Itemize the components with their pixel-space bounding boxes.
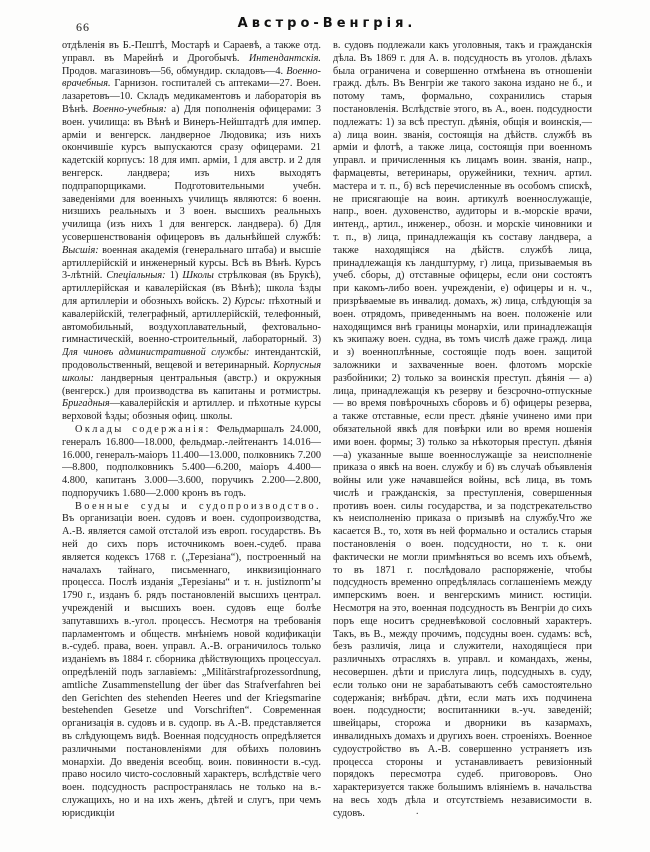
text-run: стрѣлковая (въ Брукѣ), артиллерійская и кавалерійская (въ Вѣнѣ); школа ѣзды для артиллеріи и обозныхъ войскъ. 2) [62,270,321,307]
text-run: военная академія (генеральнаго штаба) и высшіе артиллерійскій и инженерный курсы. Всѣ въ Вѣнѣ. Курсъ 3-лѣтній. [62,244,321,282]
text-run: Гарнизон. госпиталей съ аптеками—27. Воен. лазаретовъ—10. Складъ медикаментовъ и лабораторія въ Вѣнѣ. [62,78,321,115]
spaced-heading: Оклады содержанія: [75,423,211,435]
text-run: в. судовъ подлежали какъ уголовныя, такъ и гражданскія дѣла. Въ 1869 г. для А. в. подсудность въ уголов. дѣлахъ была ограничена и совершенно отмѣнена въ отношеніи гражд. дѣлъ. Въ Венгріи же такого закона издано не б., и потому тамъ, формально, сохранились старыя постановленія. Вслѣдствіе этого, въ А., воен. подсудности подлежатъ: 1) за всѣ преступ. дѣянія, общія и воинскія,—а) лица воин. званія, состоящія на дѣйств. службѣ въ арміи и флотѣ, а также лица, состоящія при военномъ управл. и причисленныя къ лицамъ воин. званія, напр., фармацевты, ветеринары, оружейники, технич. артил. мастера и т. п., б) всѣ перечисленные въ особомъ спискѣ, не присягающіе на воин. артикулѣ военнослужащіе, напр., воен. духовенство, аудиторы и в.-морскіе врачи, интенд., артил., инженер., обозн. и морскіе чиновники и т. п., в) лица, принадлежащія къ составу ландвера, а также находящіяся на дѣйств. службѣ лица, принадлежащія къ ландштурму, г) лица, призываемыя въ учеб. сборы, д) отставные офицеры, если они состоятъ при какомъ-либо воен. учрежденіи, е) офицеры и н. ч., призрѣваемые въ инвалид. домахъ, ж) лица, слѣдующія за воен. отрядомъ, приведеннымъ на воен. положеніе или находящимся внѣ границы монархіи, или принадлежащія къ экипажу воен. судна, въ томъ числѣ даже гражд. лица и з) военноплѣнные, состоящіе подъ воен. защитой заложники и захваченные воен. флотомъ морскіе разбойники; 2) только за воинскія преступ. дѣянія — а) лица, принадлежащія къ резерву и безсрочно-отпускные — во время повѣрочныхъ сборовъ и б) офицеры резерва, а также отставные, если прест. дѣяніе учинено ими при обязательной явкѣ для повѣрки или во время ношенія ими воен. формы; 3) только за нѣкоторыя преступ. дѣянія—а) указанные выше военнослужащіе за неисполненіе приказа о явкѣ на воен. службу и б) въ случаѣ объявленія войны или уже начавшейся войны, всѣ лица, въ томъ числѣ и гражданскія, за преступленія, совершенныя противъ воен. силы государства, и за подстрекательство къ неисполненію приказа о призывѣ на службу.Что же касается В., то, хотя въ ней формально и остались старыя постановленія о воен. подсудности, но т. к. они фактически не могли примѣняться во всемъ ихъ объемѣ, то въ 1871 г. послѣдовало распоряженіе, чтобы подсудность временно опредѣлялась соглашеніемъ между имперскимъ воен. и венгерскимъ минист. юстиціи. Несмотря на это, военная подсудность въ Венгріи до сихъ поръ еще носитъ средневѣковой сословный характеръ. Такъ, въ В., между прочимъ, подсудны воен. судамъ: всѣ, безъ различія, лица и служители, находящіеся при различныхъ отрасляхъ в. управл. и командахъ, жены, несовершен. дѣти и прислуга лицъ, подсудныхъ в. суду, если только они не зарабатываютъ себѣ самостоятельно содержанія; внѣбрач. дѣти, если мать ихъ подчинена воен. подсудности; воспитанники в.-уч. заведеній; швейцары, сторожа и дворники въ казармахъ, инвалидныхъ домахъ и другихъ воен. строеніяхъ. Военное судоустройство въ А.-В. совершенно устраняетъ изъ процесса стороны и устанавливаетъ ревизіонный порядокъ пересмотра судеб. приговоровъ. Оно характеризуется также большимъ вліяніемъ в. начальства на весь ходъ дѣла и отсутствіемъ независимости в. судовъ. [333,40,592,819]
paragraph [62,40,321,424]
text-columns [62,40,592,822]
italic-term: Военно-учебныя: [92,103,167,115]
text-run: 1) [165,270,183,282]
italic-term: Интендантскія. [248,52,321,64]
page-title: Австро-Венгрія. [237,16,417,31]
paragraph [333,40,592,821]
italic-term: Бригадныя [62,398,110,410]
spaced-heading: Военные суды и судопроизводство. [75,500,321,512]
right-column [333,40,592,822]
italic-term: Школы [182,270,214,282]
footer-mark: . [416,806,419,817]
text-run: ландверныя центральныя (австр.) и окружныя (венгерск.) для производства въ капитаны и ротмистры. [62,372,321,397]
paragraph [62,501,321,821]
text-run: Фельдмаршалъ 24.000, генералъ 16.800—18.000, фельдмар.-лейтенантъ 14.016—16.000, генералъ-маіоръ 11.400—13.000, полковникъ 7.200—8.800, подполковникъ 5.400—6.200, маіоръ 4.400—4.800, капитанъ 3.000—3.600, поручикъ 2.200—2.800, подпоручикъ 1.680—2.000 кронъ въ годъ. [62,423,321,499]
text-run: отдѣленія въ Б.-Пештѣ, Мостарѣ и Сараевѣ, а также отд. управл. въ Марейнѣ и Дрогобычѣ. [62,40,321,64]
text-run: Въ организаціи воен. судовъ и воен. судопроизводства, А.-В. является самой отсталой изъ европ. государствъ. Въ ней до сихъ поръ источникомъ воен.-судеб. права является кодексъ 1768 г. („Терезіана“), построенный на началахъ тайнаго, письменнаго, инквизиціоннаго процесса. Послѣ изданія „Терезіаны“ и т. н. justiznorm’ы 1790 г., изданъ б. рядъ постановленій высшихъ централ. учрежденій и высшихъ воен. судовъ еще болѣе запутавшихъ в.-угол. процессъ. Несмотря на требованія парламентомъ и обществ. мнѣніемъ новой кодификаціи в.-судеб. права, воен. управл. А.-В. ограничилось только изданіемъ въ 1884 г. сборника дѣйствующихъ процессуал. опредѣленій подъ заглавіемъ: „Militärstrafprozessordnung, amtliche Zusammenstellung der über das Strafverfahren bei den Gerichten des stehenden Heeres und der Kriegsmarine bestehenden Gesetze und Vorschriften“. Современная организація в. судовъ и в. судопр. въ А.-В. представляется въ слѣдующемъ видѣ. Военная подсудность опредѣляется различными постановленіями для обѣихъ половинъ монархіи. До введенія всеобщ. воин. повинности в.-суд. право носило чисто-сословный характеръ, вслѣдствіе чего воен. подсудность распространялась не только на в.-служащихъ, но и на ихъ женъ, дѣтей и слугъ, при чемъ юрисдикціи [62,513,321,819]
page-number: 66 [76,20,90,34]
paragraph [62,424,321,501]
italic-term: Спеціальныя: [106,270,166,282]
text-run: пѣхотный и кавалерійскій, телеграфный, артиллерійскій, телефонный, автомобильный, воздухоплавательный, фехтовально-гимнастическій, военно-строительный, лабораторный. 3) [62,295,321,346]
italic-term: Высшія: [62,244,99,256]
text-run: —кавалерійскія и артиллер. и пѣхотные курсы верховой ѣзды; обозныя офиц. школы. [62,398,321,423]
left-column [62,40,321,822]
page-header [62,16,592,38]
italic-term: Для чиновъ административной службы: [62,347,250,359]
text-run: интендантскій, продовольственный, вещевой и ветеринарный. [62,347,321,371]
italic-term: Корпусныя школы: [62,359,321,384]
italic-term: Курсы: [234,295,266,307]
text-run: а) Для пополненія офицерами: 3 воен. училища: въ Вѣнѣ и Винеръ-Нейштадтѣ для импер. арміи и венгерск. ландверное Людовика; изъ нихъ окончившіе курсъ выпускаются сразу офицерами. 21 кадетскій корпусъ: 18 для имп. арміи, 1 для австр. и 2 для венгерск. ландвера; изъ нихъ выходятъ подпрапорщиками. Подготовительными учебн. заведеніями для военныхъ училищъ являются: 6 военн. низшихъ реальныхъ и 3 воен. высшихъ реальныхъ училища (изъ нихъ 1 для венгерск. ландвера). б) Для усовершенствованія офицеровъ въ дальнѣйшей службѣ: [62,103,321,243]
text-run: Продов. магазиновъ—56, обмундир. складовъ—4. [62,65,287,77]
italic-term: Военно-врачебныя. [62,65,321,90]
